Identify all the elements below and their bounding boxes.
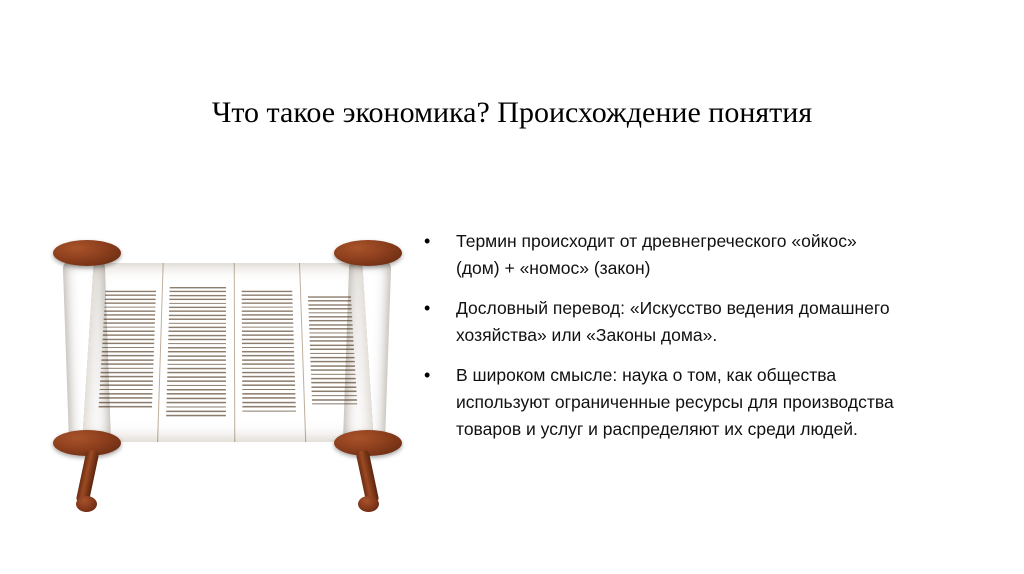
list-item [424, 362, 894, 443]
bullet-marker-icon: • [424, 298, 431, 318]
list-item [424, 228, 894, 282]
page-title: Что такое экономика? Происхождение понятия [211, 96, 813, 130]
scroll-parchment [82, 263, 374, 442]
scroll-text-column [166, 287, 226, 417]
scroll-knob [53, 240, 121, 266]
scroll-roller-right [343, 259, 392, 450]
bullet-marker-icon: • [424, 365, 431, 385]
scroll-text-column [242, 291, 296, 413]
scroll-peg-cap [358, 496, 379, 512]
bullet-marker-icon: • [424, 231, 431, 251]
bullet-text: Термин происходит от древнегреческого «ойкос» (дом) + «номос» (закон) [456, 231, 857, 278]
bullet-text: В широком смысле: наука о том, как общества используют ограниченные ресурсы для производства товаров и услуг и распределяют их среди людей. [456, 365, 894, 439]
ancient-scroll-image [30, 218, 420, 518]
scroll-knob [334, 240, 402, 266]
parchment-panel-divider [234, 263, 236, 442]
list-item [424, 295, 894, 349]
scroll-roller-left [63, 259, 112, 450]
bullet-list [424, 228, 894, 456]
parchment-panel-divider [157, 263, 164, 442]
scroll-peg-cap [76, 496, 97, 512]
bullet-text: Дословный перевод: «Искусство ведения домашнего хозяйства» или «Законы дома». [456, 298, 890, 345]
parchment-panel-divider [299, 263, 306, 442]
